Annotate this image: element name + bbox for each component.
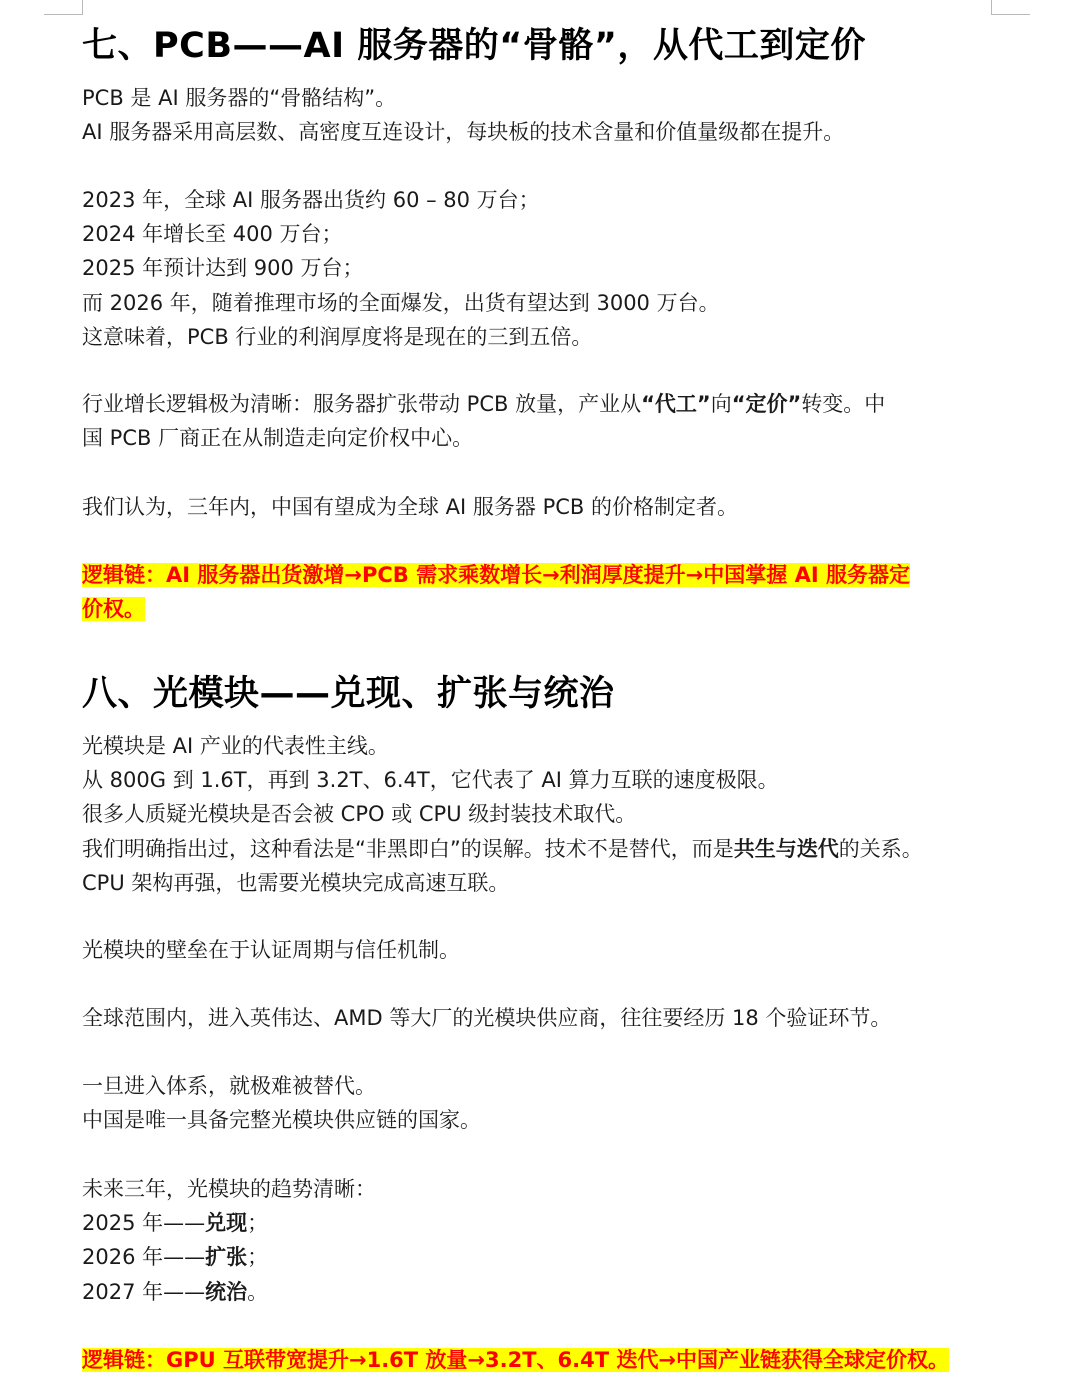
text-line: 而 2026 年，随着推理市场的全面爆发，出货有望达到 3000 万台。: [82, 290, 720, 315]
text-run: 的关系。: [838, 836, 923, 861]
text-line: 2023 年，全球 AI 服务器出货约 60 – 80 万台；: [82, 188, 540, 212]
bold-term-daigong: “代工”: [641, 392, 711, 416]
text-line: [82, 832, 1002, 866]
section-7-logic-chain: [82, 558, 1002, 626]
bold-term-dingjia: “定价”: [731, 392, 802, 416]
text-line: 中国是唯一具备完整光模块供应链的国家。: [82, 1108, 481, 1133]
text-line: AI 服务器采用高层数、高密度互连设计，每块板的技术含量和价值量级都在提升。: [82, 120, 845, 145]
section-7-paragraph-1: [82, 81, 1002, 149]
section-7-heading: 七、PCB——AI 服务器的“骨骼”，从代工到定价: [82, 26, 866, 66]
text-run: 行业增长逻辑极为清晰：服务器扩张带动 PCB 放量，产业从: [82, 392, 642, 416]
section-8-logic-chain: [82, 1343, 1002, 1377]
trend-word: 兑现: [205, 1211, 248, 1236]
text-line: 全球范围内，进入英伟达、AMD 等大厂的光模块供应商，往往要经历 18 个验证环节。: [82, 1006, 892, 1030]
trend-item: [82, 1275, 1002, 1309]
section-7-paragraph-3: [82, 387, 1002, 455]
text-line: PCB 是 AI 服务器的“骨骼结构”。: [82, 86, 397, 110]
text-run: 我们明确指出过，这种看法是“非黑即白”的误解。技术不是替代，而是: [82, 836, 734, 861]
highlighted-text: 逻辑链：AI 服务器出货激增→PCB 需求乘数增长→利润厚度提升→中国掌握 AI 服务器定: [82, 563, 910, 587]
text-line: 很多人质疑光模块是否会被 CPO 或 CPU 级封装技术取代。: [82, 802, 637, 827]
highlighted-text: 价权。: [82, 597, 145, 621]
trend-year: 2027 年——: [82, 1279, 206, 1304]
trend-punct: ；: [247, 1245, 269, 1270]
page-corner-mark-right: [991, 0, 1030, 15]
section-8-paragraph-2: [82, 933, 1002, 967]
trend-punct: ；: [247, 1211, 269, 1236]
text-line: 这意味着，PCB 行业的利润厚度将是现在的三到五倍。: [82, 324, 593, 349]
section-8-paragraph-3: [82, 1001, 1002, 1035]
trend-year: 2025 年——: [82, 1211, 206, 1236]
section-8-paragraph-4: [82, 1069, 1002, 1137]
text-run: 转变。中: [801, 392, 886, 416]
bold-term-gongsheng: 共生与迭代: [733, 836, 839, 861]
trend-word: 扩张: [205, 1245, 248, 1270]
section-8-heading: 八、光模块——兑现、扩张与统治: [82, 674, 615, 714]
text-line: 从 800G 到 1.6T，再到 3.2T、6.4T，它代表了 AI 算力互联的速度极限。: [82, 768, 779, 793]
text-line: 我们认为，三年内，中国有望成为全球 AI 服务器 PCB 的价格制定者。: [82, 495, 738, 519]
highlighted-text: 逻辑链：GPU 互联带宽提升→1.6T 放量→3.2T、6.4T 迭代→中国产业链获得全球定价权。: [82, 1348, 949, 1372]
text-line: CPU 架构再强，也需要光模块完成高速互联。: [82, 870, 510, 895]
trend-item: [82, 1240, 1002, 1274]
section-8-paragraph-1: [82, 729, 1002, 900]
section-7-paragraph-2: [82, 183, 1002, 354]
text-line: 光模块的壁垒在于认证周期与信任机制。: [82, 938, 460, 962]
text-line: 国 PCB 厂商正在从制造走向定价权中心。: [82, 426, 474, 451]
text-run: 向: [710, 392, 732, 416]
trend-punct: 。: [247, 1279, 269, 1304]
trend-intro: 未来三年，光模块的趋势清晰：: [82, 1177, 376, 1201]
text-line: 光模块是 AI 产业的代表性主线。: [82, 734, 389, 758]
trend-year: 2026 年——: [82, 1245, 206, 1270]
section-7-paragraph-4: [82, 490, 1002, 524]
text-line: [82, 387, 1002, 421]
trend-word: 统治: [205, 1279, 248, 1304]
text-line: 2024 年增长至 400 万台；: [82, 222, 343, 247]
page-corner-mark-left: [44, 0, 83, 15]
text-line: 一旦进入体系，就极难被替代。: [82, 1074, 376, 1098]
section-8-trend-list: [82, 1172, 1002, 1309]
text-line: 2025 年预计达到 900 万台；: [82, 256, 364, 281]
trend-item: [82, 1206, 1002, 1240]
